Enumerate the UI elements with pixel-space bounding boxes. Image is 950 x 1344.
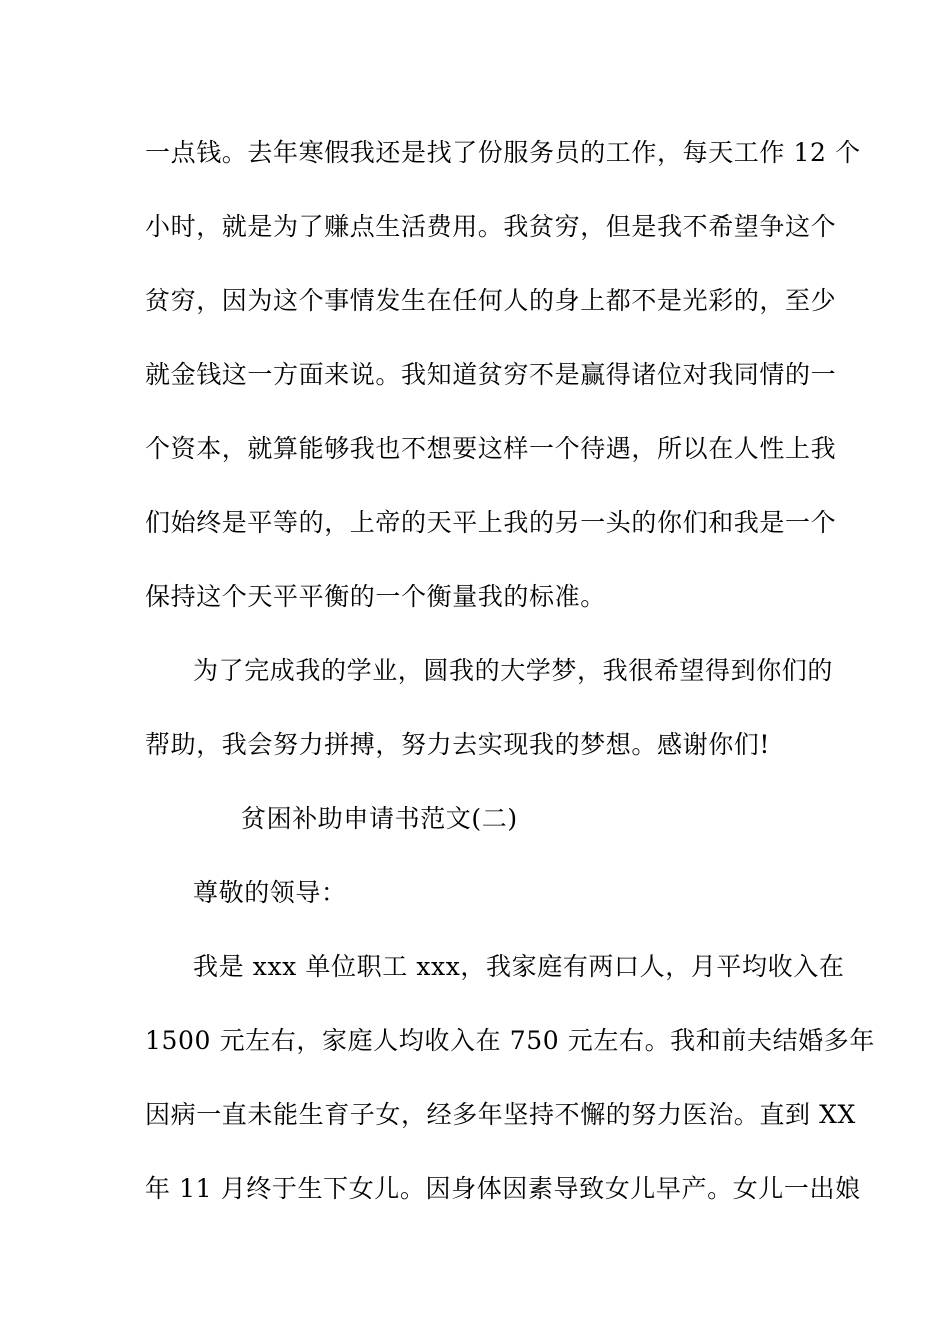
paragraph-line: 小时，就是为了赚点生活费用。我贫穷，但是我不希望争这个 bbox=[145, 212, 837, 241]
paragraph-line: 因病一直未能生育子女，经多年坚持不懈的努力医治。直到 XX bbox=[145, 1100, 856, 1129]
paragraph-line: 我是 xxx 单位职工 xxx，我家庭有两口人，月平均收入在 bbox=[193, 952, 845, 981]
paragraph-line: 保持这个天平平衡的一个衡量我的标准。 bbox=[145, 582, 606, 611]
paragraph-line: 为了完成我的学业，圆我的大学梦，我很希望得到你们的 bbox=[193, 656, 834, 685]
paragraph-line: 们始终是平等的，上帝的天平上我的另一头的你们和我是一个 bbox=[145, 508, 837, 537]
paragraph-line: 1500 元左右，家庭人均收入在 750 元左右。我和前夫结婚多年 bbox=[145, 1026, 875, 1055]
section-title: 贫困补助申请书范文(二) bbox=[241, 804, 518, 833]
paragraph-line: 贫穷，因为这个事情发生在任何人的身上都不是光彩的，至少 bbox=[145, 286, 837, 315]
salutation: 尊敬的领导： bbox=[193, 878, 347, 907]
paragraph-line: 个资本，就算能够我也不想要这样一个待遇，所以在人性上我 bbox=[145, 434, 837, 463]
paragraph-line: 一点钱。去年寒假我还是找了份服务员的工作，每天工作 12 个 bbox=[145, 138, 861, 167]
paragraph-line: 就金钱这一方面来说。我知道贫穷不是赢得诸位对我同情的一 bbox=[145, 360, 837, 389]
paragraph-line: 帮助，我会努力拼搏，努力去实现我的梦想。感谢你们! bbox=[145, 730, 771, 759]
paragraph-line: 年 11 月终于生下女儿。因身体因素导致女儿早产。女儿一出娘 bbox=[145, 1174, 861, 1203]
